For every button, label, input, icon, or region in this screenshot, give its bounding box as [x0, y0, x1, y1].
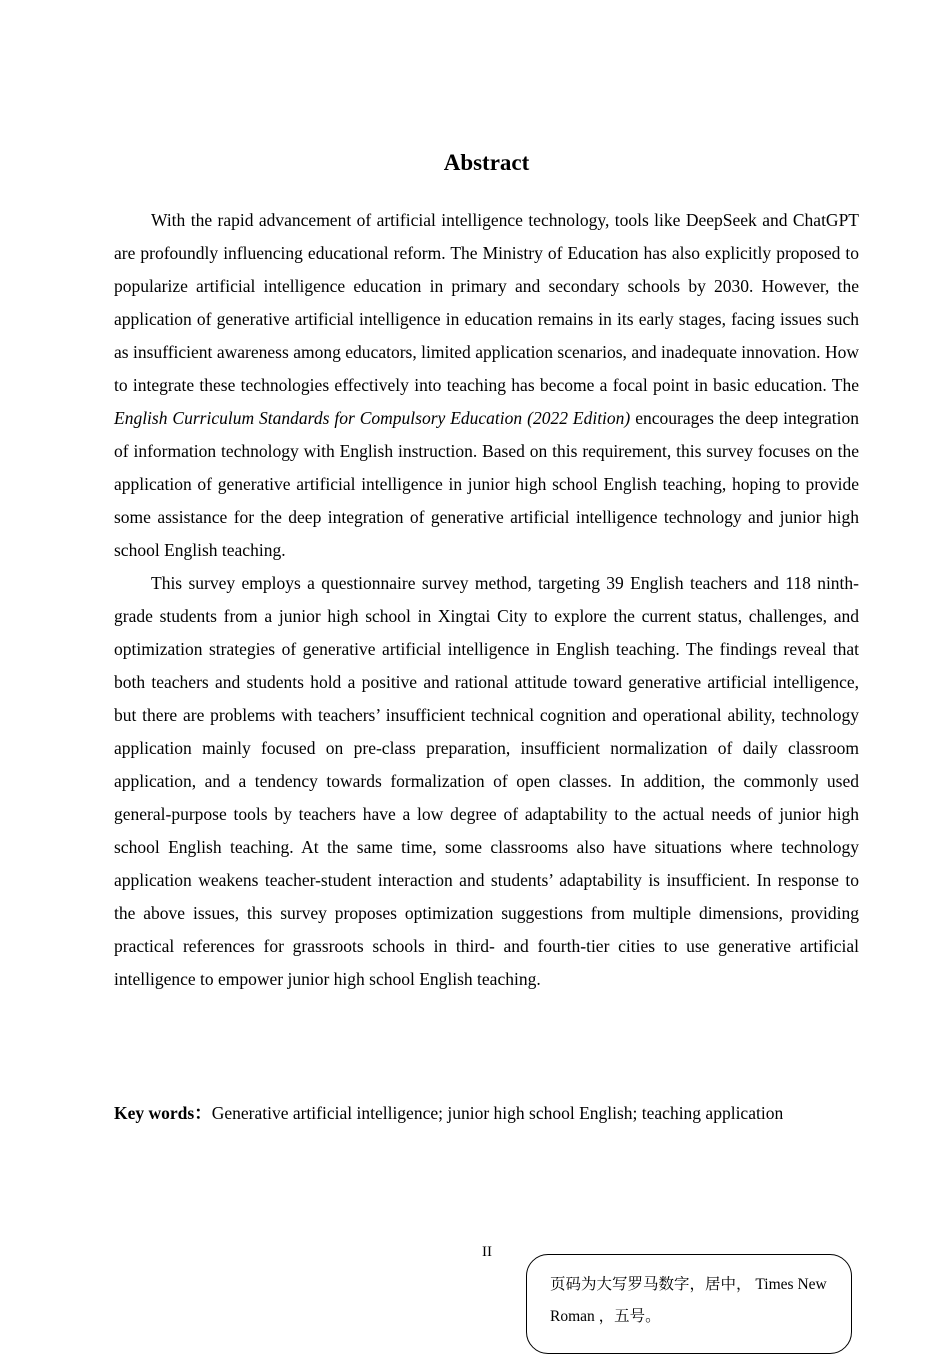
- paragraph-1-text-b: encourages the deep integration of information technology with English instruction. Based on this requirement, this survey focuses on the application of generative artificial intelligence in junior high school English teaching, hoping to provide some assistance for the deep integration of generative artificial intelligence technology and junior high school English teaching.: [114, 408, 859, 560]
- comment-callout: [526, 1254, 852, 1354]
- abstract-body: [114, 204, 859, 996]
- abstract-paragraph-2: This survey employs a questionnaire survey method, targeting 39 English teachers and 118 ninth-grade students from a junior high school in Xingtai City to explore the current status, challenges, and optimization strategies of generative artificial intelligence in English teaching. The findings reveal that both teachers and students hold a positive and rational attitude toward generative artificial intelligence, but there are problems with teachers’ insufficient technical cognition and operational ability, technology application mainly focused on pre-class preparation, insufficient normalization of daily classroom application, and a tendency towards formalization of open classes. In addition, the commonly used general-purpose tools by teachers have a low degree of adaptability to the actual needs of junior high school English teaching. At the same time, some classrooms also have situations where technology application weakens teacher-student interaction and students’ adaptability is insufficient. In response to the above issues, this survey proposes optimization suggestions from multiple dimensions, providing practical references for grassroots schools in third- and fourth-tier cities to use generative artificial intelligence to empower junior high school English teaching.: [114, 573, 859, 989]
- abstract-title: Abstract: [443, 150, 530, 175]
- keywords-text: Generative artificial intelligence; junior high school English; teaching application: [211, 1103, 784, 1123]
- keywords-line: [114, 1097, 874, 1130]
- curriculum-standards-title: English Curriculum Standards for Compulsory Education (2022 Edition): [114, 408, 631, 428]
- keywords-label: Key words：: [114, 1103, 212, 1123]
- page-number: II: [482, 1244, 492, 1260]
- callout-text: 页码为大写罗马数字，居中， Times New Roman ，五号。: [550, 1276, 827, 1325]
- abstract-paragraph-1: [114, 204, 859, 567]
- paragraph-1-text-a: With the rapid advancement of artificial intelligence technology, tools like DeepSeek and ChatGPT are profoundly influencing educational reform. The Ministry of Education has also explicitly proposed to popularize artificial intelligence education in primary and secondary schools by 2030. However, the application of generative artificial intelligence in education remains in its early stages, facing issues such as insufficient awareness among educators, limited application scenarios, and inadequate innovation. How to integrate these technologies effectively into teaching has become a focal point in basic education. The: [114, 210, 859, 395]
